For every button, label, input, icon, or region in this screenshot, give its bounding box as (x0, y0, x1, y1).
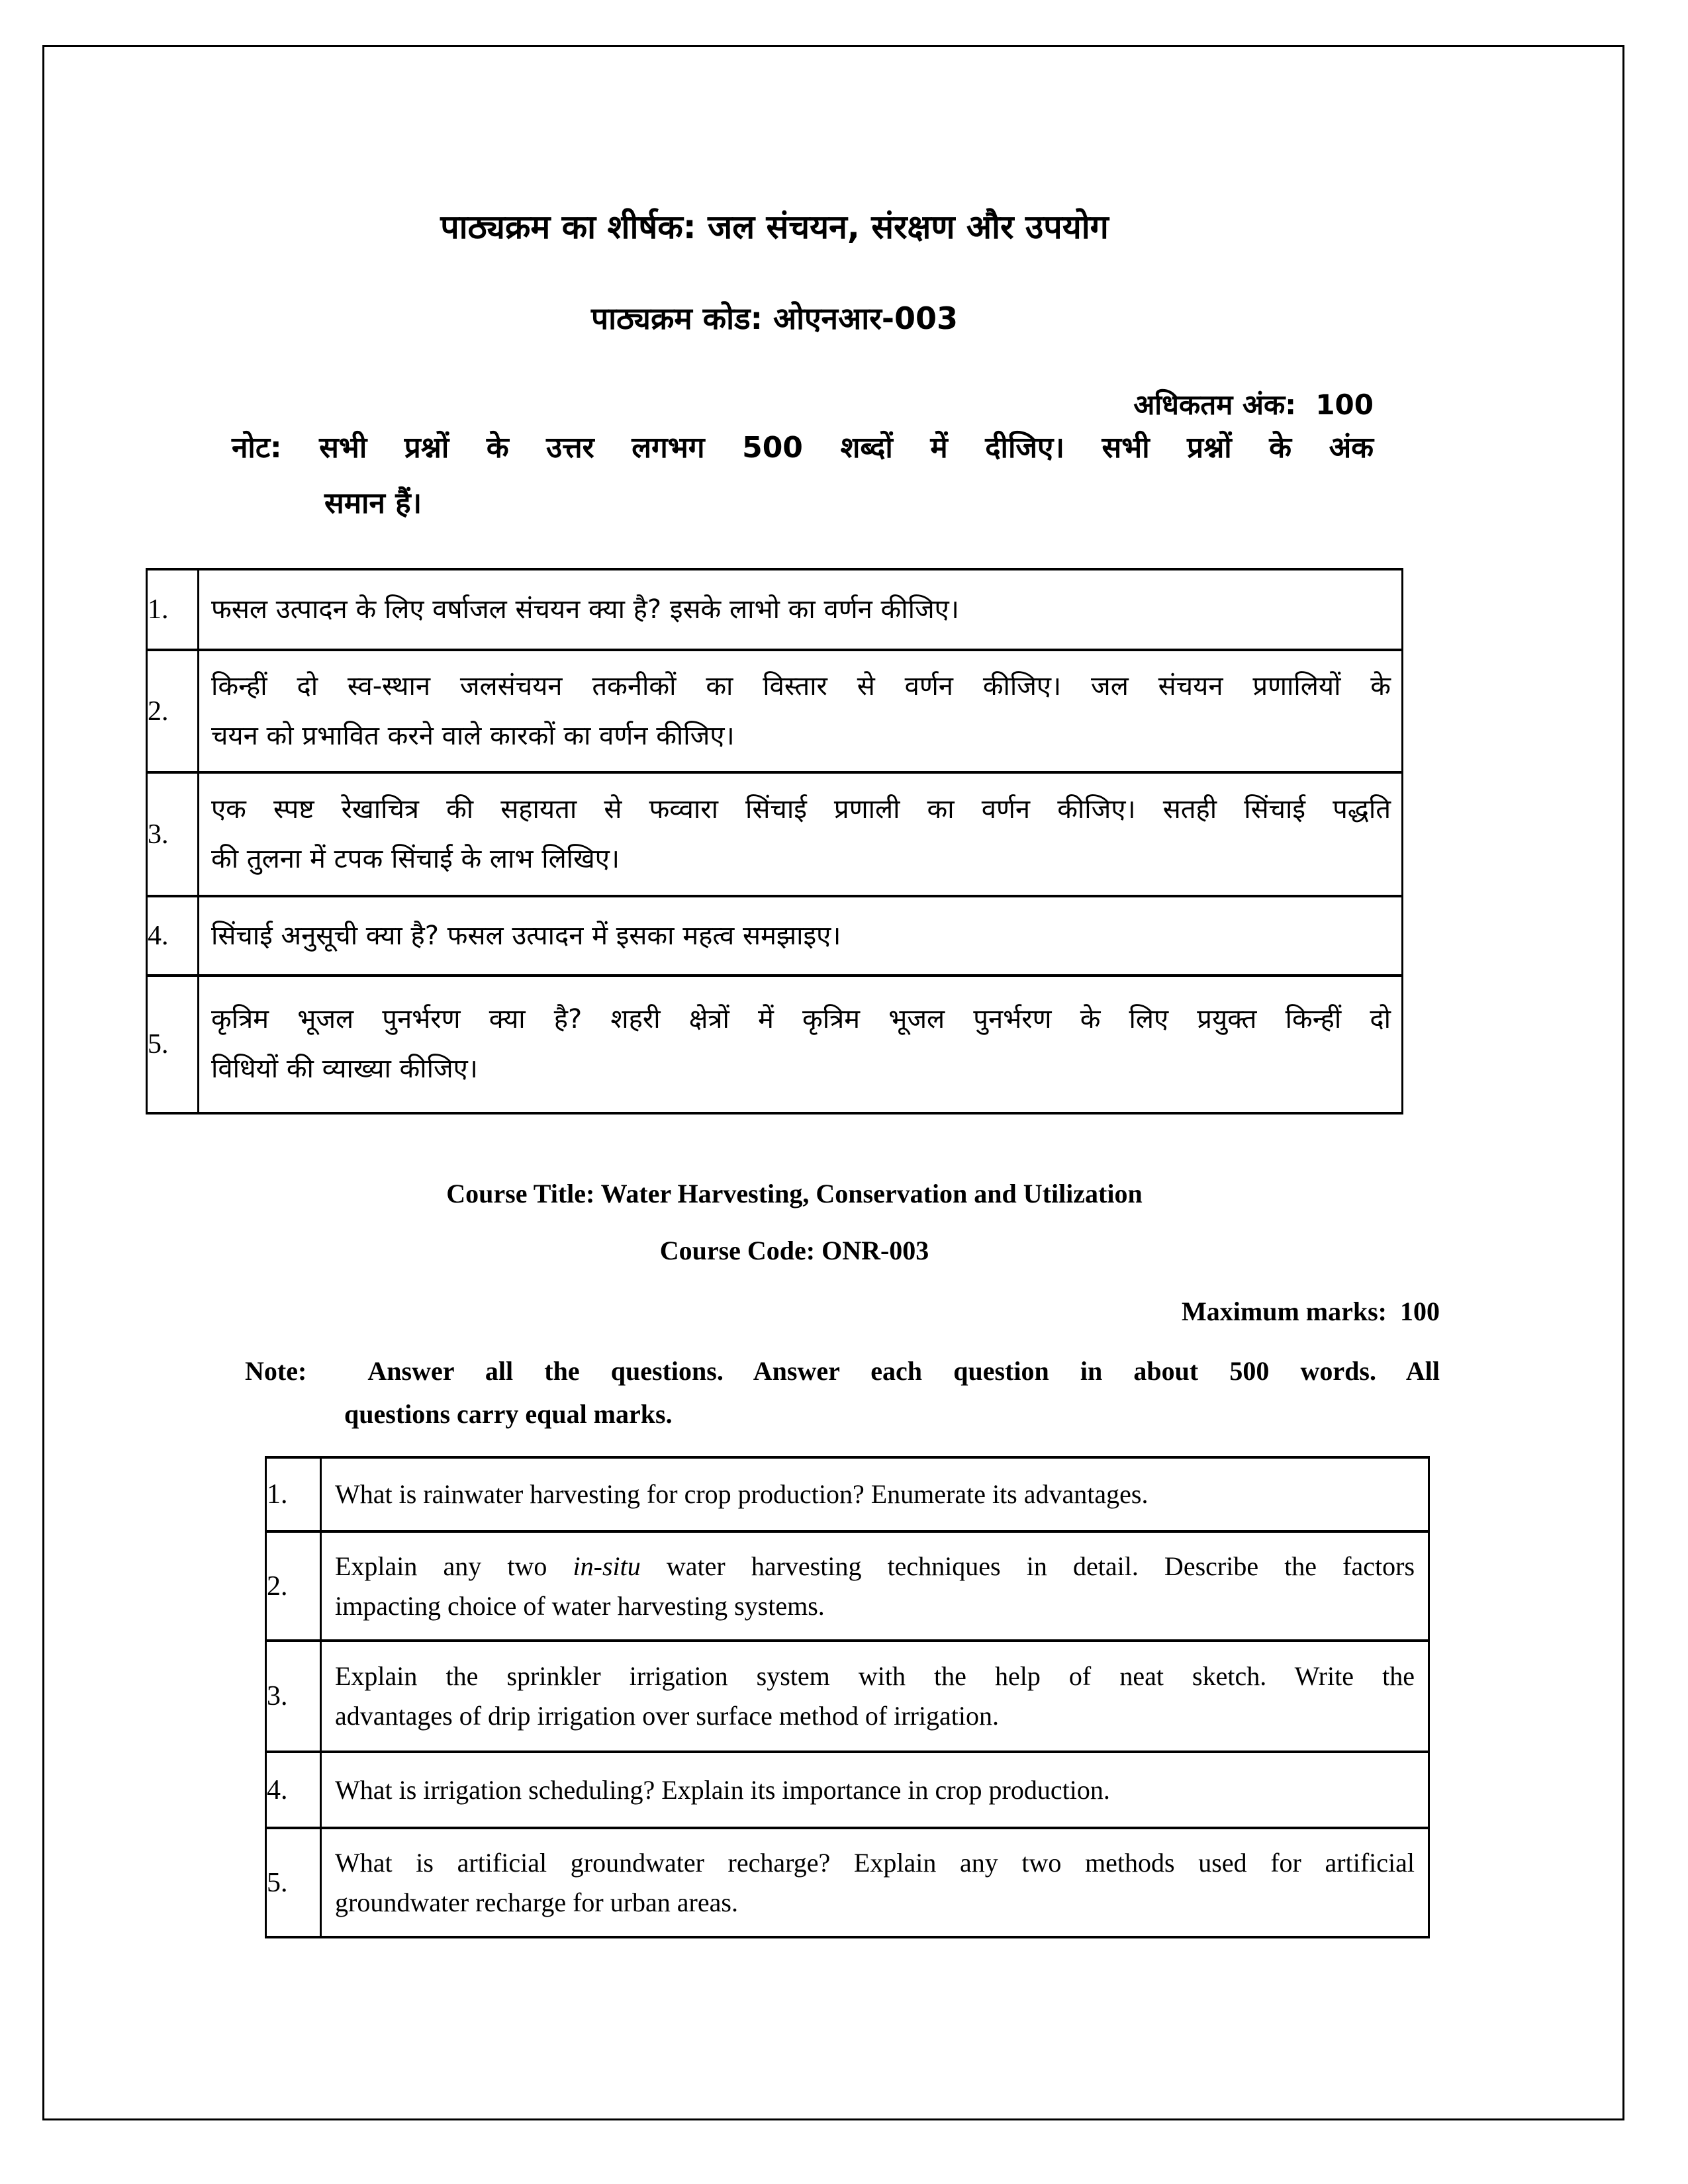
question-row (147, 650, 1403, 772)
english-max-marks: Maximum marks: 100 (1182, 1297, 1440, 1326)
question-number-cell: 2. (147, 650, 199, 772)
italic-term: in-situ (573, 1551, 641, 1581)
question-text-cell: फसल उत्पादन के लिए वर्षाजल संचयन क्या है? इसके लाभो का वर्णन कीजिए। (199, 569, 1403, 650)
question-text-cell: कृत्रिम भूजल पुनर्भरण क्या है? शहरी क्षेत्रों में कृत्रिम भूजल पुनर्भरण के लिए प्रयुक्त किन्हीं दो विधियों की व्याख्या कीजिए। (199, 976, 1403, 1113)
question-number-cell: 5. (147, 976, 199, 1113)
question-number-cell: 4. (266, 1752, 321, 1828)
question-text-cell: What is irrigation scheduling? Explain its importance in crop production. (321, 1752, 1429, 1828)
english-note (245, 1351, 1440, 1434)
english-note-label: Note: (245, 1356, 307, 1386)
hindi-course-title: पाठ्यक्रम का शीर्षक: जल संचयन, संरक्षण और उपयोग (440, 208, 1109, 246)
english-questions-table (265, 1456, 1430, 1938)
question-row (266, 1641, 1429, 1752)
question-row (266, 1457, 1429, 1531)
question-row (266, 1531, 1429, 1641)
question-row (147, 976, 1403, 1113)
question-text-cell: Explain the sprinkler irrigation system with the help of neat sketch. Write the advantages of drip irrigation over surface method of irrigation. (321, 1641, 1429, 1752)
english-course-code: Course Code: ONR-003 (659, 1236, 929, 1265)
question-text-cell: सिंचाई अनुसूची क्या है? फसल उत्पादन में इसका महत्व समझाइए। (199, 896, 1403, 976)
question-row (147, 569, 1403, 650)
question-number-cell: 3. (266, 1641, 321, 1752)
hindi-note-label: नोट: (232, 431, 282, 465)
question-text-cell: किन्हीं दो स्व-स्थान जलसंचयन तकनीकों का विस्तार से वर्णन कीजिए। जल संचयन प्रणालियों के चयन को प्रभावित करने वाले कारकों का वर्णन कीजिए। (199, 650, 1403, 772)
question-row (266, 1752, 1429, 1828)
hindi-questions-table-wrap (146, 568, 1403, 1115)
question-text-cell: Explain any two in-situ water harvesting techniques in detail. Describe the factors impacting choice of water harvesting systems. (321, 1531, 1429, 1641)
question-number-cell: 1. (266, 1457, 321, 1531)
question-number-cell: 3. (147, 772, 199, 896)
hindi-course-code: पाठ्यक्रम कोड: ओएनआर-003 (590, 300, 959, 336)
question-text-cell: एक स्पष्ट रेखाचित्र की सहायता से फव्वारा सिंचाई प्रणाली का वर्णन कीजिए। सतही सिंचाई पद्धति की तुलना में टपक सिंचाई के लाभ लिखिए। (199, 772, 1403, 896)
question-text-cell: What is rainwater harvesting for crop production? Enumerate its advantages. (321, 1457, 1429, 1531)
question-row (147, 896, 1403, 976)
question-row (266, 1828, 1429, 1937)
english-note-line2: questions carry equal marks. (344, 1399, 673, 1429)
question-row (147, 772, 1403, 896)
question-number-cell: 2. (266, 1531, 321, 1641)
english-course-title: Course Title: Water Harvesting, Conservation and Utilization (446, 1179, 1143, 1208)
question-number-cell: 1. (147, 569, 199, 650)
hindi-max-marks: अधिकतम अंक: 100 (1133, 388, 1374, 421)
question-text-cell: What is artificial groundwater recharge? Explain any two methods used for artificial groundwater recharge for urban areas. (321, 1828, 1429, 1937)
english-note-line1: Note: Answer all the questions. Answer each question in about 500 words. All (245, 1356, 1440, 1386)
hindi-note (232, 427, 1374, 525)
english-questions-table-wrap (265, 1456, 1430, 1938)
hindi-note-line1: नोट: सभी प्रश्नों के उत्तर लगभग 500 शब्दों में दीजिए। सभी प्रश्नों के अंक (232, 431, 1374, 465)
question-number-cell: 4. (147, 896, 199, 976)
question-number-cell: 5. (266, 1828, 321, 1937)
hindi-questions-table (146, 568, 1403, 1115)
hindi-note-line2: समान हैं। (324, 486, 422, 520)
